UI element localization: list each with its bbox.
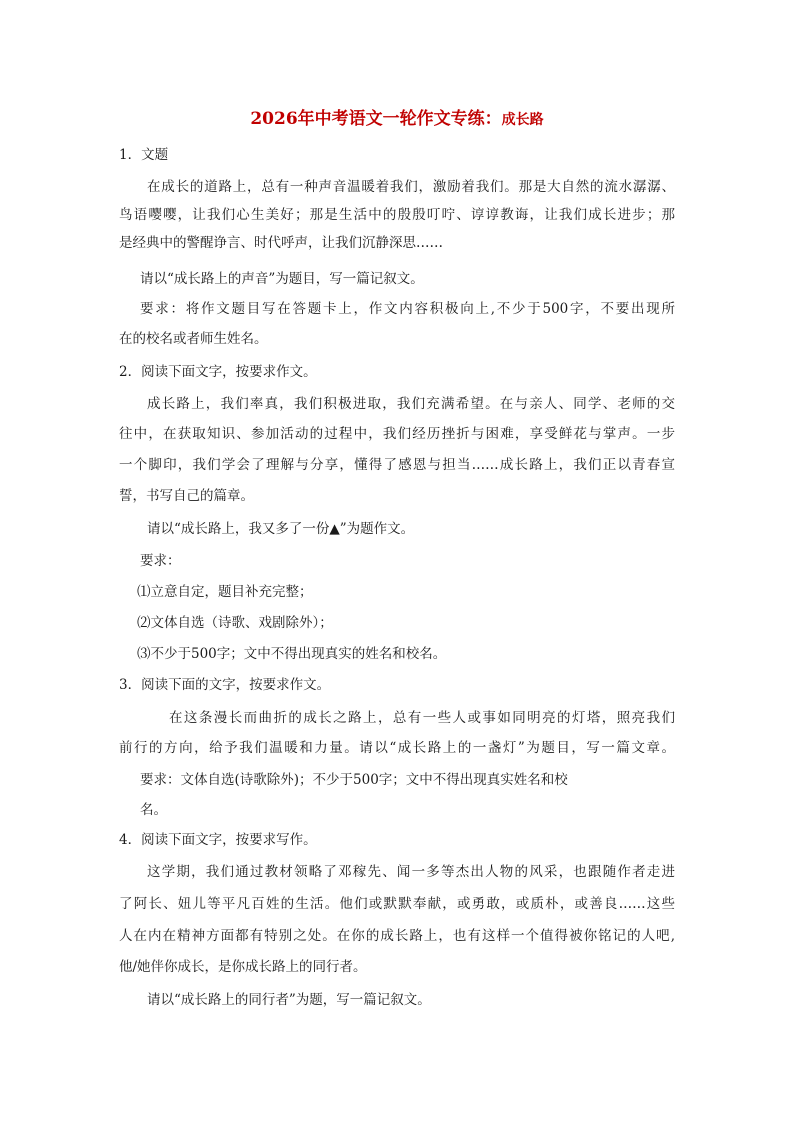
section-1-para-line: 在成长的道路上，总有一种声音温暖着我们，激励着我们。那是大自然的流水潺潺、 [147,179,675,195]
title-sub: 成长路 [501,112,544,128]
section-3-heading: 3．阅读下面的文字，按要求作文。 [119,677,331,693]
section-3-requirement: 要求：文体自选(诗歌除外)；不少于500字；文中不得出现真实姓名和校 [140,772,568,788]
section-2-requirement-item: ⑵文体自选（诗歌、戏剧除外）； [137,615,333,631]
section-2-para-line: 往中，在获取知识、参加活动的过程中，我们经历挫折与困难，享受鲜花与掌声。一步 [119,426,675,442]
section-2-prompt: 请以“成长路上，我又多了一份▲”为题作文。 [147,521,415,537]
section-2-para-line: 誓，书写自己的篇章。 [119,488,254,504]
section-1-para-line: 是经典中的警醒诤言、时代呼声，让我们沉静深思…… [119,235,443,251]
section-4-prompt: 请以“成长路上的同行者”为题，写一篇记叙文。 [147,992,431,1008]
section-3-requirement: 名。 [140,802,167,818]
document-title [0,104,794,129]
section-1-prompt: 请以“成长路上的声音”为题目，写一篇记叙文。 [140,271,424,287]
section-1-requirement: 在的校名或者师生姓名。 [119,331,268,347]
section-4-heading: 4．阅读下面文字，按要求写作。 [119,832,317,848]
section-4-para-line: 了阿长、妞儿等平凡百姓的生活。他们或默默奉献，或勇敢，或质朴，或善良……这些 [119,896,675,912]
section-2-requirement-item: ⑶不少于500字；文中不得出现真实的姓名和校名。 [137,646,447,662]
section-1-requirement: 要求：将作文题目写在答题卡上，作文内容积极向上,不少于500字，不要出现所 [140,301,675,317]
section-2-para-line: 一个脚印，我们学会了理解与分享，懂得了感恩与担当……成长路上，我们正以青春宣 [119,457,675,473]
section-1-para-line: 鸟语嘤嘤，让我们心生美好；那是生活中的殷殷叮咛、谆谆教诲，让我们成长进步；那 [119,207,675,223]
section-4-para-line: 人在内在精神方面都有特别之处。在你的成长路上，也有这样一个值得被你铭记的人吧, [119,928,675,944]
title-main: 2026年中考语文一轮作文专练： [250,109,502,129]
section-2-para-line: 成长路上，我们率真，我们积极进取，我们充满希望。在与亲人、同学、老师的交 [147,396,675,412]
section-3-para-line: 在这条漫长而曲折的成长之路上，总有一些人或事如同明亮的灯塔，照亮我们 [169,710,675,726]
section-2-requirement-item: ⑴立意自定，题目补充完整； [137,584,313,600]
section-3-para-line: 前行的方向，给予我们温暖和力量。请以“成长路上的一盏灯”为题目，写一篇文章。 [119,740,675,756]
section-2-requirement-label: 要求： [140,553,181,569]
section-2-heading: 2．阅读下面文字，按要求作文。 [119,364,317,380]
section-4-para-line: 他/她伴你成长，是你成长路上的同行者。 [119,959,367,975]
section-4-para-line: 这学期，我们通过教材领略了邓稼先、闻一多等杰出人物的风采，也跟随作者走进 [147,864,675,880]
section-1-heading: 1．文题 [119,147,169,163]
